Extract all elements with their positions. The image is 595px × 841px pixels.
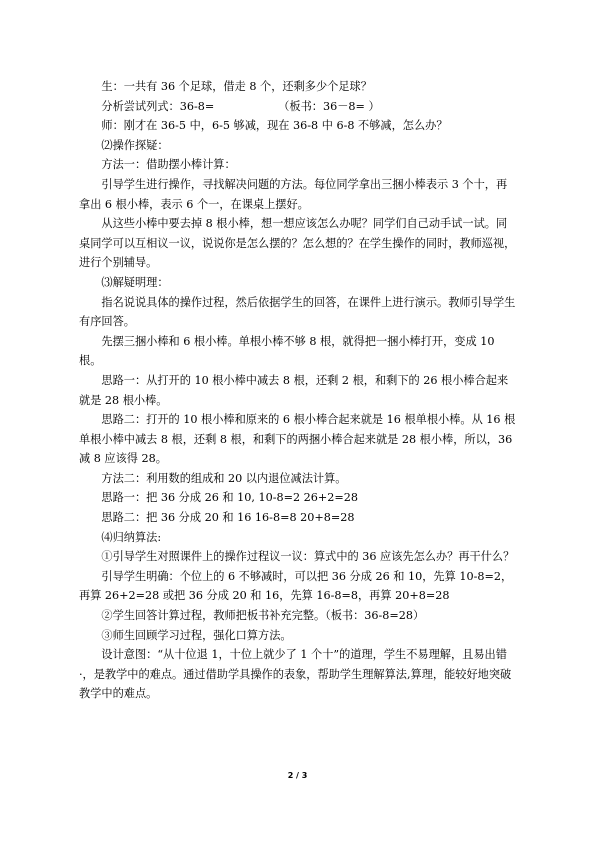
text-line: 师：刚才在 36-5 中，6-5 够减，现在 36-8 中 6-8 不够减，怎么办？: [101, 119, 448, 133]
section-heading: ⑶解疑明理：: [101, 275, 169, 289]
blackboard-note: （板书：36－8= ）: [278, 99, 380, 113]
section-heading: ⑵操作探疑：: [101, 138, 169, 152]
paragraph: 思路二：打开的 10 根小棒和原来的 6 根小棒合起来就是 16 根单根小棒。从 16 根单根小棒中减去 8 根，还剩 8 根，和剩下的两捆小棒合起来就是 28 根小棒，所以，36 减 8 应该得 28。: [79, 413, 516, 466]
text-line: ②学生回答计算过程，教师把板书补充完整。（板书：36-8=28）: [101, 609, 425, 623]
text-line: 思路二：把 36 分成 20 和 16 16-8=8 20+8=28: [101, 511, 355, 525]
paragraph: 先摆三捆小棒和 6 根小棒。单根小棒不够 8 根，就得把一捆小棒打开，变成 10 根。: [79, 334, 495, 368]
text-line: ③师生回顾学习过程，强化口算方法。: [101, 628, 292, 642]
text-line: [79, 97, 516, 117]
page-number: 2 / 3: [287, 771, 308, 780]
text-segment: 分析尝试列式：36-8=: [101, 99, 215, 113]
paragraph: 思路一：从打开的 10 根小棒中减去 8 根，还剩 2 根，和剩下的 26 根小棒合起来就是 28 根小棒。: [79, 373, 509, 407]
paragraph: 引导学生进行操作，寻找解决问题的方法。每位同学拿出三捆小棒表示 3 个十，再拿出 6 根小棒，表示 6 个一，在课桌上摆好。: [79, 177, 508, 211]
text-line: 生：一共有 36 个足球，借走 8 个，还剩多少个足球？: [101, 80, 372, 93]
paragraph: 从这些小棒中要去掉 8 根小棒，想一想应该怎么办呢？同学们自己动手试一试。同桌同学可以互相议一议，说说你是怎么摆的？怎么想的？在学生操作的同时，教师巡视，进行个别辅导。: [79, 217, 516, 270]
text-line: 方法一：借助摆小棒计算：: [101, 158, 236, 172]
page-body: [79, 77, 516, 704]
text-line: 思路一：把 36 分成 26 和 10, 10-8=2 26+2=28: [101, 491, 359, 505]
text-line: ①引导学生对照课件上的操作过程议一议：算式中的 36 应该先怎么办？再干什么？: [101, 550, 515, 564]
text-line: 方法二：利用数的组成和 20 以内退位减法计算。: [101, 471, 347, 485]
paragraph: 设计意图：“从十位退 1，十位上就少了 1 个十”的道理，学生不易理解，且易出错·，是教学中的难点。通过借助学具操作的表象，帮助学生理解算法,算理，能较好地突破教学中的难点。: [79, 648, 512, 701]
paragraph: 指名说说具体的操作过程，然后依据学生的回答，在课件上进行演示。教师引导学生有序回答。: [79, 295, 516, 329]
section-heading: ⑷归纳算法:: [101, 530, 162, 544]
paragraph: 引导学生明确：个位上的 6 不够减时，可以把 36 分成 26 和 10，先算 10-8=2，再算 26+2=28 或把 36 分成 20 和 16，先算 16-8=8，再算 20+8=28: [79, 569, 513, 603]
